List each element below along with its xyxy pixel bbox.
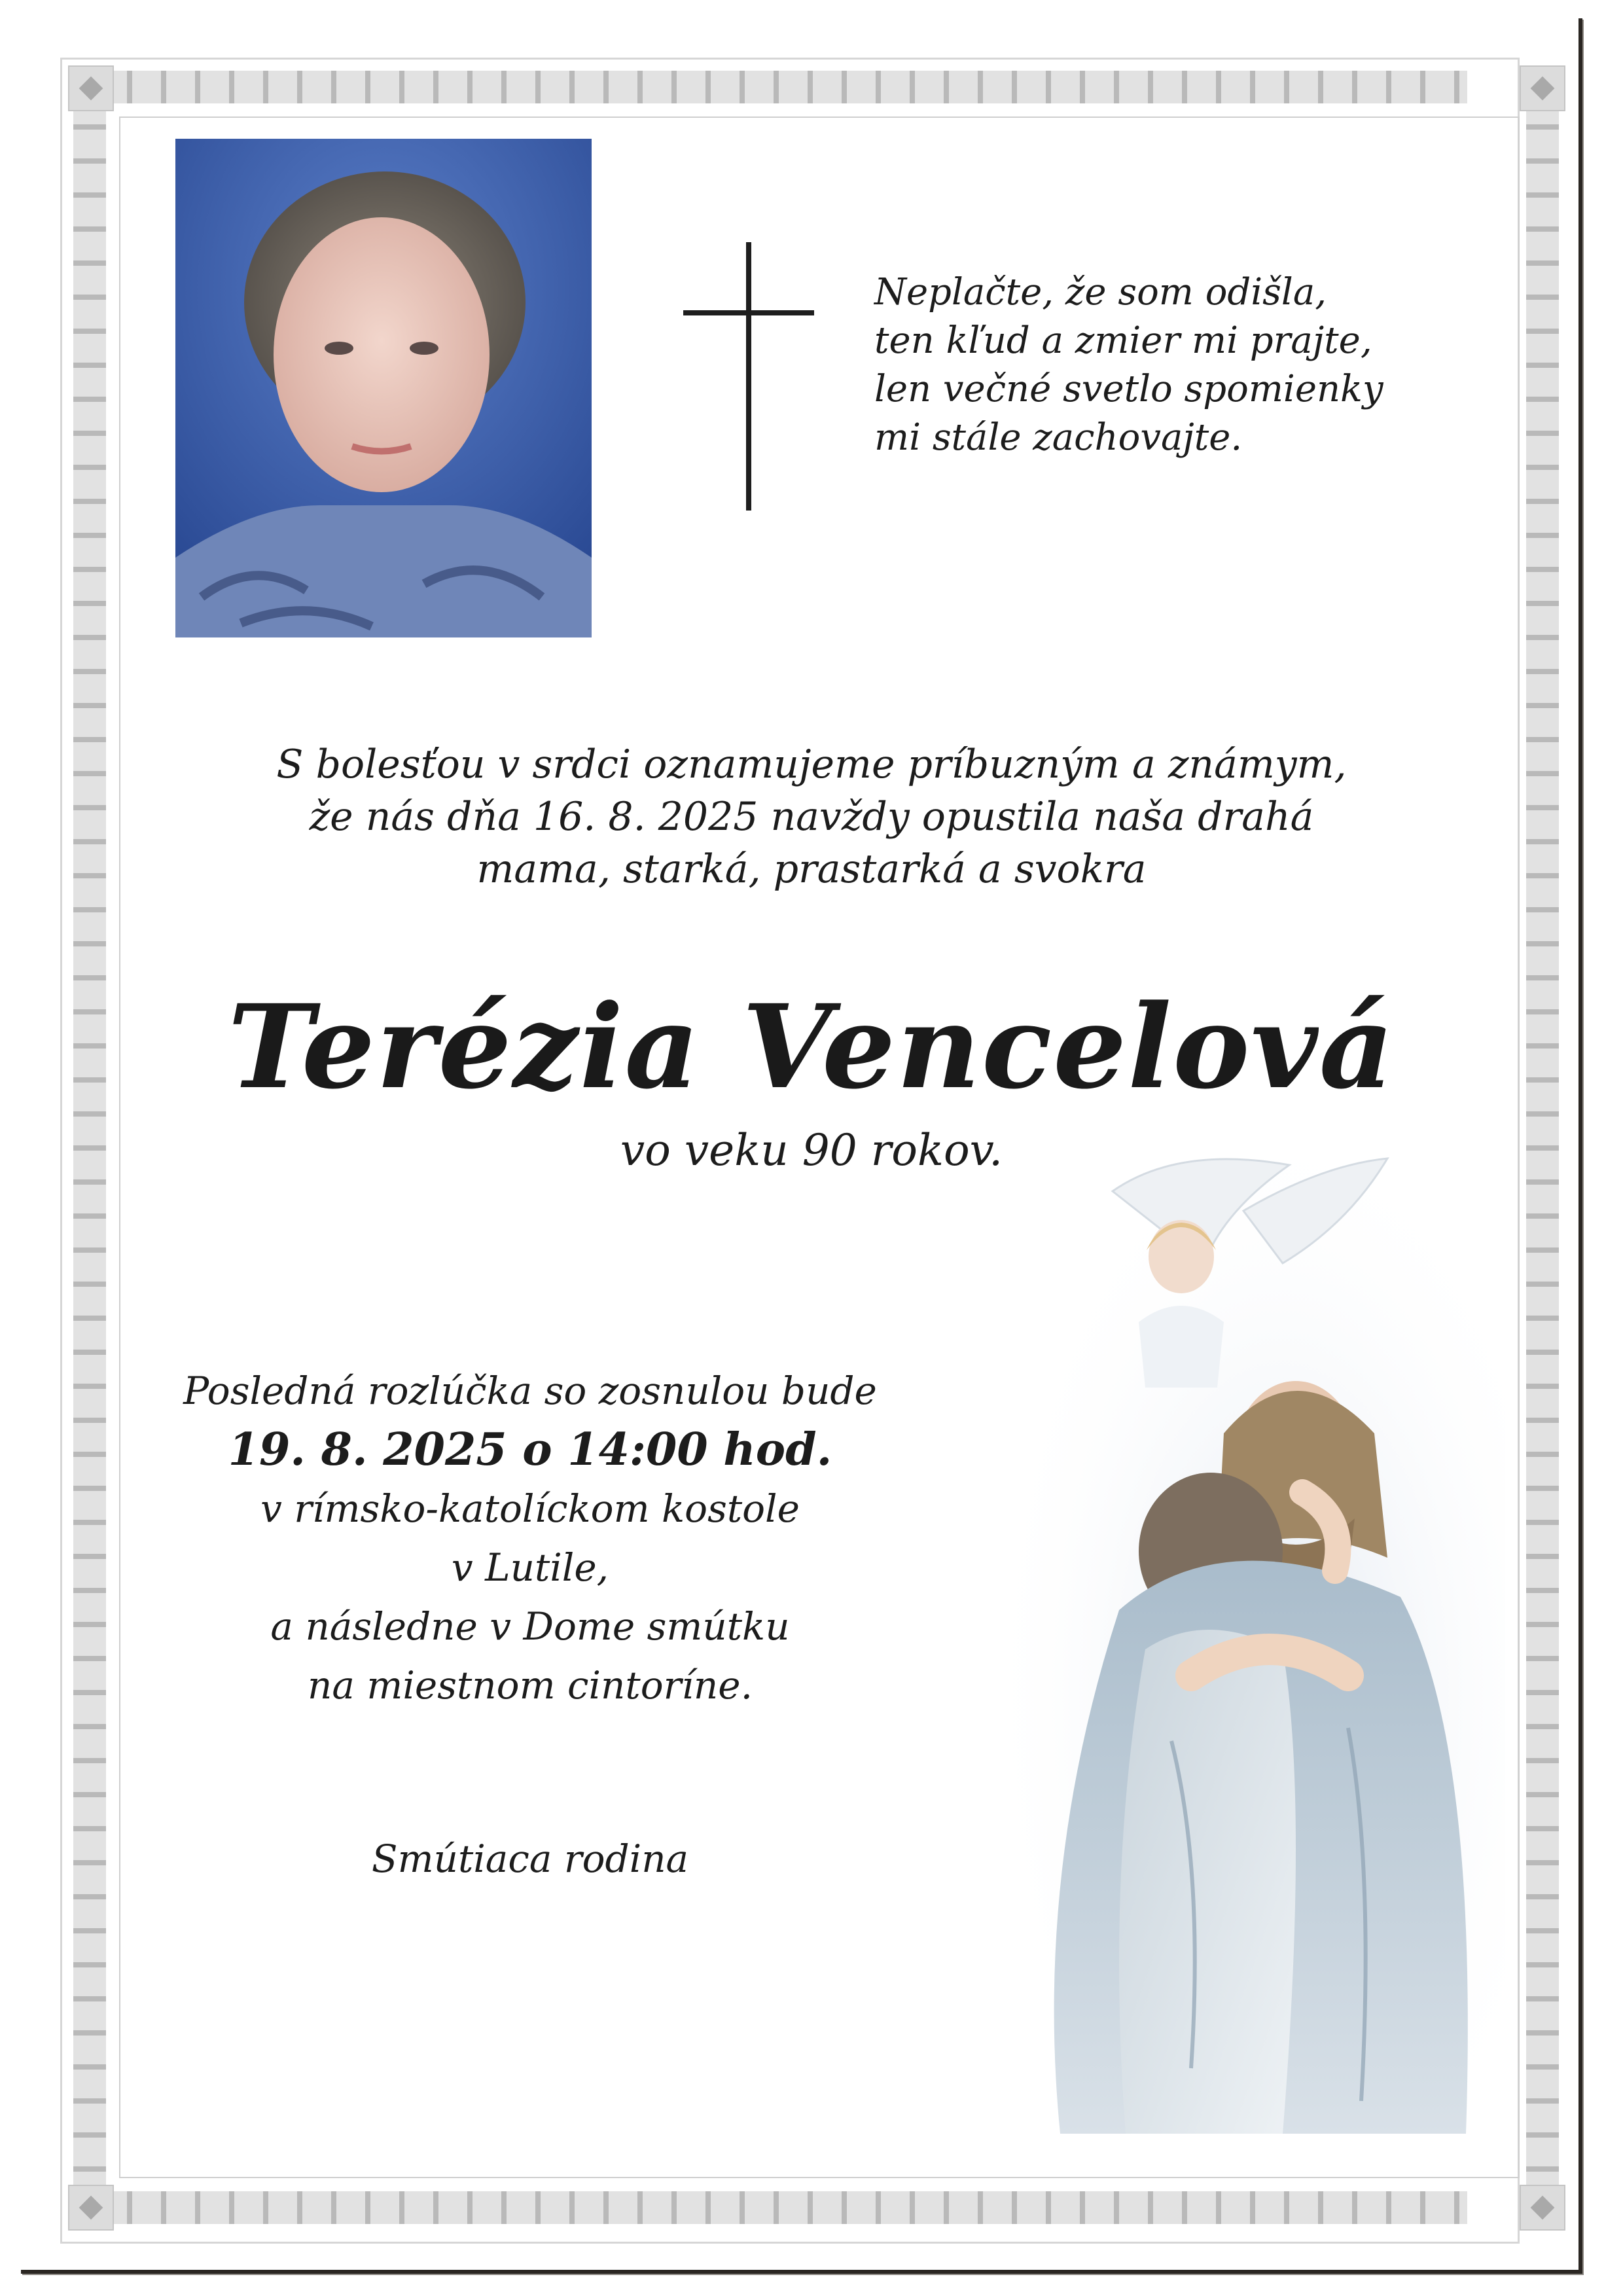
corner-ornament-icon (68, 2185, 114, 2231)
ornament-band-top (113, 71, 1467, 103)
announcement-line: že nás dňa 16. 8. 2025 navždy opustila naša drahá (309, 794, 1314, 840)
funeral-intro: Posledná rozlúčka so zosnulou bude (183, 1369, 877, 1413)
corner-ornament-icon (68, 65, 114, 111)
verse-line: mi stále zachovajte. (874, 416, 1243, 459)
funeral-line: na miestnom cintoríne. (307, 1663, 753, 1708)
memorial-verse (874, 268, 1398, 462)
angel-and-jesus-illustration (1008, 1152, 1505, 2134)
funeral-line: v rímsko-katolíckom kostole (260, 1486, 800, 1531)
announcement-text (183, 738, 1440, 895)
corner-ornament-icon (1520, 2185, 1565, 2231)
funeral-datetime: 19. 8. 2025 o 14:00 hod. (228, 1424, 832, 1476)
family-signature: Smútiaca rodina (371, 1837, 689, 1881)
announcement-line: S bolesťou v srdci oznamujeme príbuzným a známym, (276, 742, 1347, 787)
funeral-line: v Lutile, (451, 1545, 609, 1590)
cross-icon (683, 242, 814, 511)
funeral-details (157, 1361, 903, 1715)
deceased-age: vo veku 90 rokov. (620, 1125, 1003, 1175)
ornament-band-right (1526, 110, 1559, 2185)
ornament-band-bottom (113, 2191, 1467, 2224)
corner-ornament-icon (1520, 65, 1565, 111)
deceased-name: Terézia Vencelová (228, 979, 1395, 1115)
announcement-line: mama, starká, prastarká a svokra (476, 846, 1147, 892)
verse-line: Neplačte, že som odišla, (874, 271, 1327, 314)
ornament-band-left (73, 110, 106, 2185)
funeral-line: a následne v Dome smútku (270, 1604, 790, 1649)
verse-line: ten kľud a zmier mi prajte, (874, 319, 1372, 362)
portrait-photo (175, 139, 592, 637)
verse-line: len večné svetlo spomienky (874, 368, 1383, 410)
